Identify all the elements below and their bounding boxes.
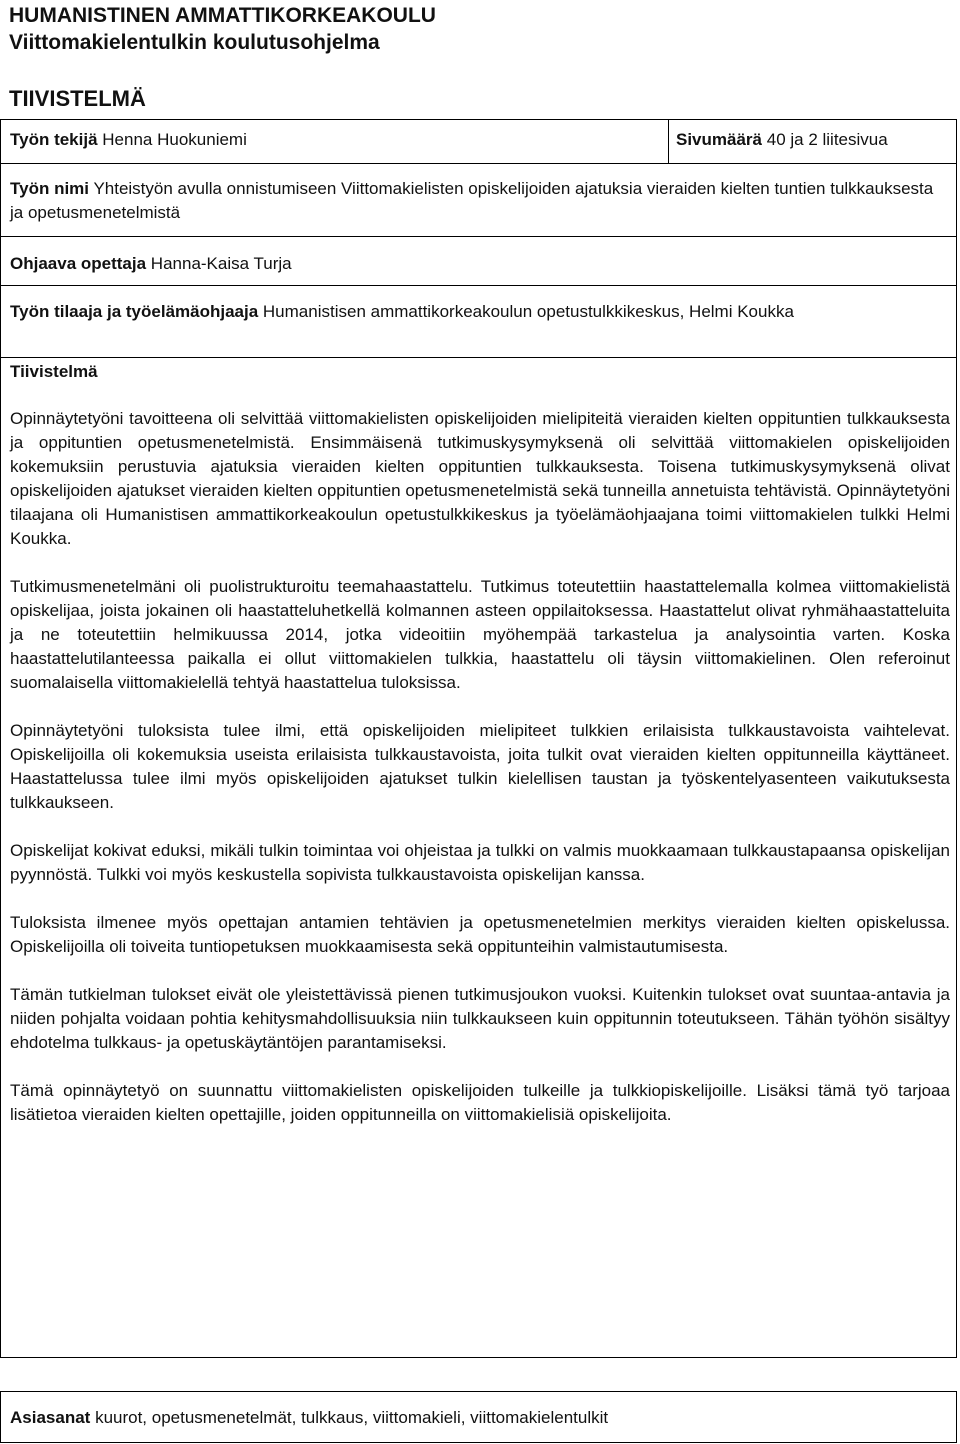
supervisor-value: Hanna-Kaisa Turja — [150, 254, 292, 273]
institution-name: HUMANISTINEN AMMATTIKORKEAKOULU — [9, 4, 436, 27]
abstract-paragraph: Tutkimusmenetelmäni oli puolistrukturoitu teemahaastattelu. Tutkimus toteutettiin haastattelemalla kolmea viittomakielistä opiskelijaa, joista jokainen oli haastatteluhetkellä kolmannen asteen oppilaitoksessa. Haastattelut olivat ryhmähaastatteluita ja ne toteutettiin helmikuussa 2014, jotka videoitiin myöhempää tarkastelua ja analysointia varten. Koska haastattelutilanteessa paikalla ei ollut viittomakielen tulkkia, haastattelu oli täysin viittomakielinen. Olen referoinut suomalaisella viittomakielellä tehtyä haastattelua tuloksissa. — [10, 577, 950, 692]
keywords-box — [0, 1391, 957, 1443]
author-value: Henna Huokuniemi — [102, 130, 247, 149]
abstract-box — [0, 163, 957, 1358]
supervisor-label: Ohjaava opettaja — [10, 254, 147, 273]
abstract-paragraph: Opinnäytetyöni tavoitteena oli selvittää viittomakielisten opiskelijoiden mielipiteitä vieraiden kielten oppituntien tulkkauksesta ja oppituntien opetusmenetelmistä. Ensimmäisenä tutkimuskysymyksenä oli selvittää viittomakielen opiskelijoiden kokemuksiin perustuvia ajatuksia vieraiden kielten oppituntien tulkkauksesta. Toisena tutkimuskysymyksenä olivat opiskelijoiden ajatukset vieraiden kielten oppituntien opetusmenetelmistä sekä tunneilla annetuista tehtävistä. Opinnäytetyöni tilaajana oli Humanistisen ammattikorkeakoulun opetustulkkikeskus ja työelämäohjaajana toimi viittomakielen tulkki Helmi Koukka. — [10, 409, 950, 548]
work-name-value: Yhteistyön avulla onnistumiseen Viittomakielisten opiskelijoiden ajatuksia vieraiden kielten tuntien tulkkauksesta ja opetusmenetelmistä — [10, 179, 934, 222]
page-title: TIIVISTELMÄ — [9, 86, 146, 111]
author-pages-row — [0, 119, 957, 164]
divider — [1, 357, 956, 358]
pages-label: Sivumäärä — [676, 130, 762, 149]
pages-field — [676, 128, 888, 152]
work-name-field — [10, 177, 950, 225]
client-label: Työn tilaaja ja työelämäohjaaja — [10, 302, 259, 321]
abstract-paragraph: Tämä opinnäytetyö on suunnattu viittomakielisten opiskelijoiden tulkeille ja tulkkiopiskelijoille. Lisäksi tämä työ tarjoaa lisätietoa vieraiden kielten opettajille, joiden oppitunneilla on viittomakielisiä opiskelijoita. — [10, 1081, 950, 1124]
divider — [1, 285, 956, 286]
programme-name: Viittomakielentulkin koulutusohjelma — [9, 31, 380, 54]
client-field — [10, 300, 950, 324]
abstract-heading: Tiivistelmä — [10, 362, 98, 381]
author-field — [10, 128, 247, 152]
abstract-paragraph: Opiskelijat kokivat eduksi, mikäli tulkin toimintaa voi ohjeistaa ja tulkki on valmis muokkaamaan tulkkaustapaansa opiskelijan pyynnöstä. Tulkki voi myös keskustella sopivista tulkkaustavoista opiskelijan kanssa. — [10, 841, 950, 884]
column-divider — [668, 120, 669, 163]
client-value: Humanistisen ammattikorkeakoulun opetustulkkikeskus, Helmi Koukka — [262, 302, 794, 321]
abstract-paragraph: Tuloksista ilmenee myös opettajan antamien tehtävien ja opetusmenetelmien merkitys vieraiden kielten opiskelussa. Opiskelijoilla oli toiveita tuntiopetuksen muokkaamisesta sekä oppitunteihin valmistautumisesta. — [10, 913, 950, 956]
keywords-value: kuurot, opetusmenetelmät, tulkkaus, viittomakieli, viittomakielentulkit — [95, 1408, 609, 1427]
keywords-field — [10, 1406, 608, 1430]
document-header — [9, 2, 436, 56]
divider — [1, 236, 956, 237]
pages-value: 40 ja 2 liitesivua — [766, 130, 888, 149]
keywords-label: Asiasanat — [10, 1408, 91, 1427]
abstract-body — [10, 407, 950, 1151]
author-label: Työn tekijä — [10, 130, 98, 149]
supervisor-field — [10, 252, 950, 276]
work-name-label: Työn nimi — [10, 179, 90, 198]
abstract-paragraph: Tämän tutkielman tulokset eivät ole yleistettävissä pienen tutkimusjoukon vuoksi. Kuitenkin tulokset ovat suuntaa-antavia ja niiden pohjalta voidaan pohtia kehitysmahdollisuuksia niin tulkkaukseen kuin oppitunnin toteutukseen. Tähän työhön sisältyy ehdotelma tulkkaus- ja opetuskäytäntöjen parantamiseksi. — [10, 985, 950, 1052]
abstract-paragraph: Opinnäytetyöni tuloksista tulee ilmi, että opiskelijoiden mielipiteet tulkkien erilaisista tulkkaustavoista vaihtelevat. Opiskelijoilla oli kokemuksia useista erilaisista tulkkaustavoista, joita tulkit ovat vieraiden kielten oppitunneilla käyttäneet. Haastattelussa tulee ilmi myös opiskelijoiden ajatukset tulkin kielellisen taustan ja työskentelyasenteen vaikutuksesta tulkkaukseen. — [10, 721, 950, 812]
